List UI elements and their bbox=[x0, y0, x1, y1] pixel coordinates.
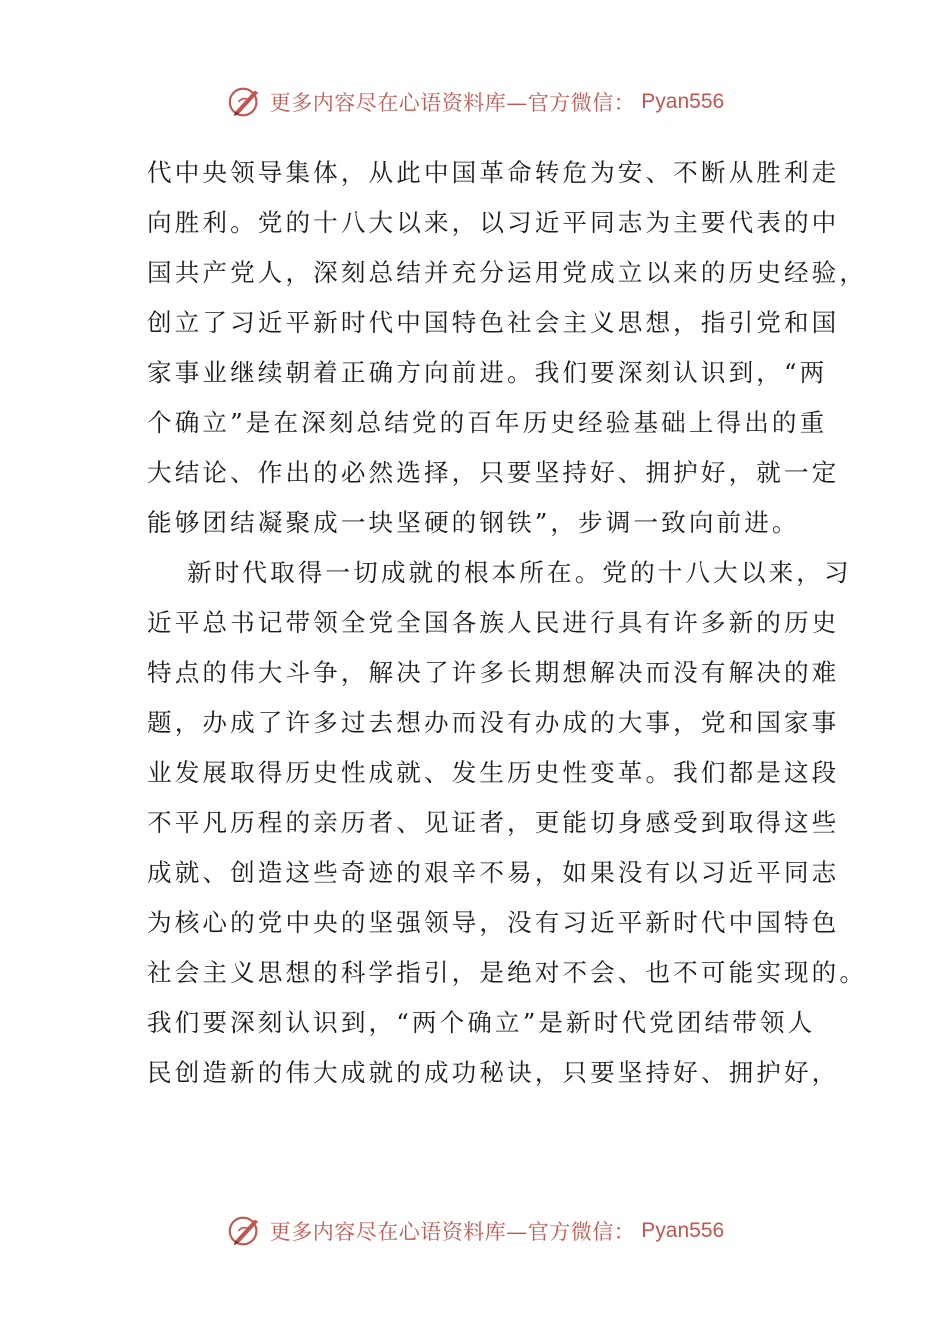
text-line: 不平凡历程的亲历者、见证者，更能切身感受到取得这些 bbox=[147, 808, 840, 837]
footer-banner-content bbox=[226, 1212, 724, 1250]
header-banner-content bbox=[226, 83, 724, 121]
text-line: 业发展取得历史性成就、发生历史性变革。我们都是这段 bbox=[147, 758, 840, 787]
footer-banner-wechat: Pyan556 bbox=[641, 1219, 725, 1242]
text-line: 我们要深刻认识到，“两个确立”是新时代党团结带领人 bbox=[147, 1008, 816, 1037]
text-line: 民创造新的伟大成就的成功秘诀，只要坚持好、拥护好， bbox=[147, 1058, 840, 1087]
text-line: 近平总书记带领全党全国各族人民进行具有许多新的历史 bbox=[147, 608, 840, 637]
pen-circle-logo-icon bbox=[226, 83, 264, 121]
text-line: 向胜利。党的十八大以来，以习近平同志为主要代表的中 bbox=[147, 208, 840, 237]
pen-circle-logo-icon bbox=[226, 1212, 264, 1250]
paragraph-start-line: 新时代取得一切成就的根本所在。党的十八大以来，习 bbox=[187, 558, 852, 587]
text-line: 代中央领导集体，从此中国革命转危为安、不断从胜利走 bbox=[147, 158, 840, 187]
header-banner-text: 更多内容尽在心语资料库—官方微信： bbox=[269, 91, 636, 115]
text-line: 题，办成了许多过去想办而没有办成的大事，党和国家事 bbox=[147, 708, 840, 737]
footer-banner bbox=[0, 1209, 950, 1253]
header-banner-wechat: Pyan556 bbox=[641, 90, 725, 113]
text-line: 社会主义思想的科学指引，是绝对不会、也不可能实现的。 bbox=[147, 958, 868, 987]
text-line: 个确立”是在深刻总结党的百年历史经验基础上得出的重 bbox=[147, 408, 828, 437]
text-line: 创立了习近平新时代中国特色社会主义思想，指引党和国 bbox=[147, 308, 840, 337]
text-line: 大结论、作出的必然选择，只要坚持好、拥护好，就一定 bbox=[147, 458, 840, 487]
text-line: 国共产党人，深刻总结并充分运用党成立以来的历史经验， bbox=[147, 258, 868, 287]
header-banner bbox=[0, 80, 950, 124]
text-line: 家事业继续朝着正确方向前进。我们要深刻认识到，“两 bbox=[147, 358, 828, 387]
text-line: 特点的伟大斗争，解决了许多长期想解决而没有解决的难 bbox=[147, 658, 840, 687]
text-line: 能够团结凝聚成一块坚硬的钢铁”，步调一致向前进。 bbox=[147, 508, 800, 537]
document-body bbox=[147, 148, 868, 1098]
footer-banner-text: 更多内容尽在心语资料库—官方微信： bbox=[269, 1220, 636, 1244]
text-line: 成就、创造这些奇迹的艰辛不易，如果没有以习近平同志 bbox=[147, 858, 840, 887]
text-line: 为核心的党中央的坚强领导，没有习近平新时代中国特色 bbox=[147, 908, 840, 937]
